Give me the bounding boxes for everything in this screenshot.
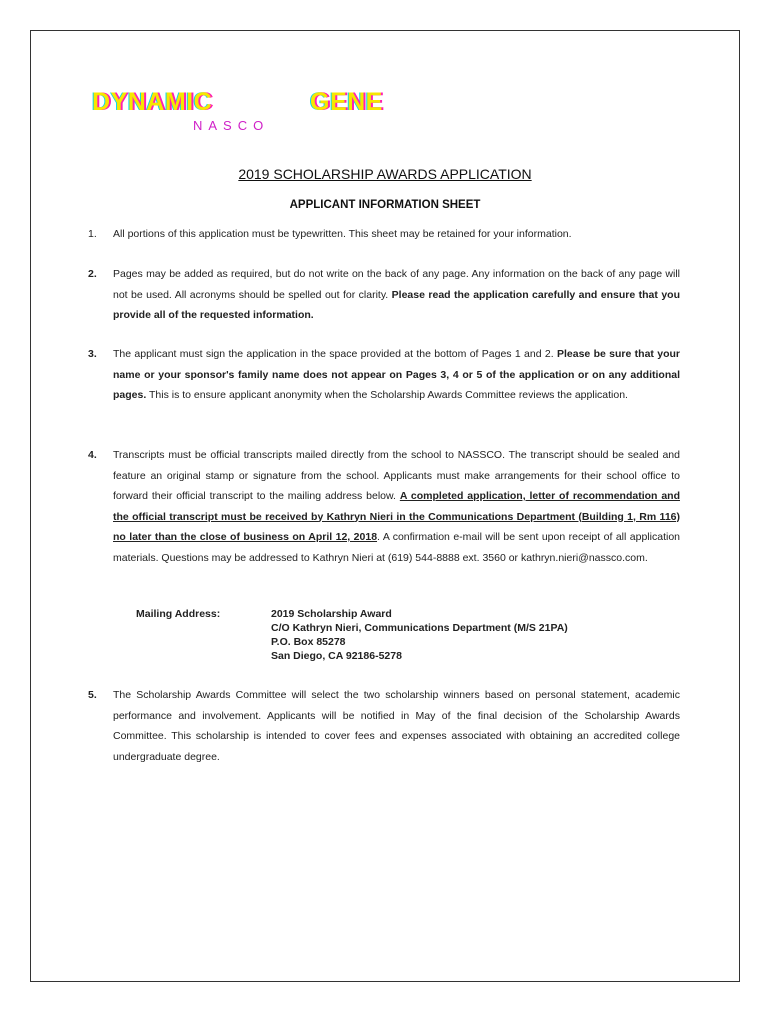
address-line: 2019 Scholarship Award xyxy=(271,608,392,620)
mailing-address-label: Mailing Address: xyxy=(136,608,221,620)
item-number: 1. xyxy=(88,228,97,240)
item-text-part: The applicant must sign the application in the space provided at the bottom of Pages 1 and 2. xyxy=(113,348,557,360)
logo-gap xyxy=(252,88,310,118)
item-text-part: This is to ensure applicant anonymity when the Scholarship Awards Committee reviews the application. xyxy=(146,389,628,401)
item-text xyxy=(113,264,680,326)
item-text xyxy=(113,445,680,568)
page-title: 2019 SCHOLARSHIP AWARDS APPLICATION xyxy=(238,166,532,182)
item-text-bold: Please be sure that your name or your sponsor's family name does not appear on Pages 3, 4 or 5 of the application or on any additional pages. xyxy=(113,348,680,401)
logo-word-2: GENE xyxy=(310,88,383,116)
item-number: 3. xyxy=(88,348,97,360)
item-text-part: . A confirmation e-mail will be sent upon receipt of all application materials. Questions may be addressed to Kathryn Nieri at (619) 544-8888 ext. 3560 or kathryn.nieri@nassco.com. xyxy=(113,531,680,564)
mailing-address-lines xyxy=(271,607,671,663)
dynamic-gene-logo xyxy=(92,88,402,132)
logo-subtext: NASCO xyxy=(193,118,270,133)
address-line: C/O Kathryn Nieri, Communications Department (M/S 21PA) xyxy=(271,622,568,634)
address-line: San Diego, CA 92186-5278 xyxy=(271,650,402,662)
item-text: The Scholarship Awards Committee will select the two scholarship winners based on personal statement, academic performance and involvement. Applicants will be notified in May of the final decision of the Scholarship Awards Committee. This scholarship is intended to cover fees and expenses associated with obtaining an accredited college undergraduate degree. xyxy=(113,689,680,763)
item-text: All portions of this application must be typewritten. This sheet may be retained for your information. xyxy=(113,228,572,240)
item-text-deadline: A completed application, letter of recommendation and the official transcript must be received by Kathryn Nieri in the Communications Department (Building 1, Rm 116) no later than the close of business on April 12, 2018 xyxy=(113,490,680,543)
item-number: 2. xyxy=(88,268,97,280)
item-number: 4. xyxy=(88,449,97,461)
address-line: P.O. Box 85278 xyxy=(271,636,346,648)
list-item-2 xyxy=(88,264,680,326)
list-item-4 xyxy=(88,445,680,568)
list-item-1 xyxy=(88,224,680,245)
list-item-3 xyxy=(88,344,680,406)
item-text-part: Pages may be added as required, but do not write on the back of any page. Any information on the back of any page will not be used. All acronyms should be spelled out for clarity. xyxy=(113,268,680,301)
logo-word-1: DYNAMIC xyxy=(92,88,213,116)
item-text xyxy=(113,344,680,406)
item-number: 5. xyxy=(88,689,97,701)
list-item-5 xyxy=(88,685,680,767)
page-subtitle: APPLICANT INFORMATION SHEET xyxy=(289,199,481,211)
item-text-part: Transcripts must be official transcripts mailed directly from the school to NASSCO. The transcript should be sealed and feature an original stamp or signature from the school. Applicants must make arrangements for their school office to forward their official transcript to the mailing address below. xyxy=(113,449,680,502)
item-text-bold: Please read the application carefully and ensure that you provide all of the requested information. xyxy=(113,288,680,321)
